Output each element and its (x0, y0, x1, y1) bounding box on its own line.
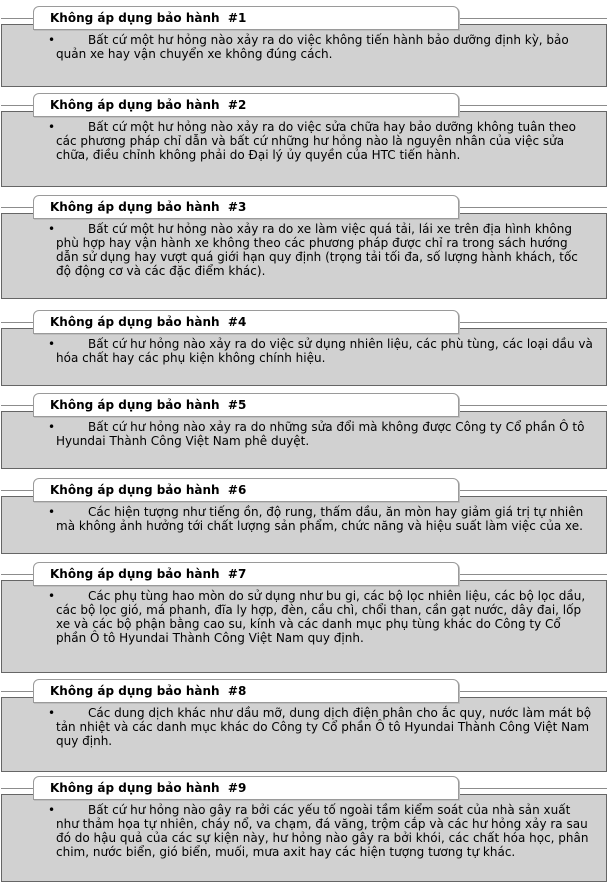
bullet: • (48, 120, 56, 134)
bullet: • (48, 33, 56, 47)
exclusion-box (1, 411, 607, 469)
exclusion-text: Bất cứ hư hỏng nào xảy ra do những sửa đổi mà không được Công ty Cổ phần Ô tô Hyundai Thành Công Việt Nam phê duyệt. (56, 420, 585, 448)
exclusion-title: Không áp dụng bảo hành #1 (33, 6, 459, 30)
exclusion-box (1, 328, 607, 386)
exclusion-title: Không áp dụng bảo hành #2 (33, 93, 459, 117)
exclusion-title: Không áp dụng bảo hành #7 (33, 562, 459, 586)
exclusion-text: Các phụ tùng hao mòn do sử dụng như bu gi, các bộ lọc nhiên liệu, các bộ lọc dầu, các bộ lọc gió, má phanh, đĩa ly hợp, đèn, cầu chì, chổi than, cần gạt nước, dây đai, lốp xe và các bộ phận bằng cao su, kính và các danh mục phụ tùng khác do Công ty Cổ phần Ô tô Hyundai Thành Công Việt Nam quy định. (56, 589, 586, 645)
exclusion-text: Bất cứ một hư hỏng nào xảy ra do việc không tiến hành bảo dưỡng định kỳ, bảo quản xe hay vận chuyển xe không đúng cách. (56, 33, 569, 61)
bullet: • (48, 505, 56, 519)
exclusion-title: Không áp dụng bảo hành #8 (33, 679, 459, 703)
bullet: • (48, 589, 56, 603)
exclusion-box (1, 111, 607, 187)
exclusion-title: Không áp dụng bảo hành #3 (33, 195, 459, 219)
exclusion-text: Bất cứ hư hỏng nào gây ra bởi các yếu tố ngoài tầm kiểm soát của nhà sản xuất như thảm họa tự nhiên, cháy nổ, va chạm, đá văng, trộm cắp và các hư hỏng xảy ra sau đó do hậu quả của các sự kiện này, hư hỏng nào gây ra bởi khói, các chất hóa học, phân chim, nước biển, gió biển, muối, mưa axit hay các hiện tượng tương tự khác. (56, 803, 589, 859)
exclusion-box (1, 580, 607, 673)
exclusion-title: Không áp dụng bảo hành #6 (33, 478, 459, 502)
exclusion-box (1, 213, 607, 299)
bullet: • (48, 337, 56, 351)
exclusion-title: Không áp dụng bảo hành #4 (33, 310, 459, 334)
bullet: • (48, 420, 56, 434)
exclusion-box (1, 496, 607, 554)
exclusion-text: Bất cứ hư hỏng nào xảy ra do việc sử dụng nhiên liệu, các phù tùng, các loại dầu và hóa chất hay các phụ kiện không chính hiệu. (56, 337, 593, 365)
exclusion-text: Các hiện tượng như tiếng ồn, độ rung, thấm dầu, ăn mòn hay giảm giá trị tự nhiên mà không ảnh hưởng tới chất lượng sản phẩm, chức năng và hiệu suất làm việc của xe. (56, 505, 584, 533)
exclusion-text: Các dung dịch khác như dầu mỡ, dung dịch điện phân cho ắc quy, nước làm mát bộ tản nhiệt và các danh mục khác do Công ty Cổ phần Ô tô Hyundai Thành Công Việt Nam quy định. (56, 706, 592, 748)
bullet: • (48, 803, 56, 817)
exclusion-box (1, 24, 607, 87)
exclusion-box (1, 794, 607, 882)
exclusion-box (1, 697, 607, 772)
exclusion-text: Bất cứ một hư hỏng nào xảy ra do việc sửa chữa hay bảo dưỡng không tuân theo các phương pháp chỉ dẫn và bất cứ những hư hỏng nào là nguyên nhân của việc sửa chữa, điều chỉnh không phải do Đại lý ủy quyền của HTC tiến hành. (56, 120, 576, 162)
exclusion-title: Không áp dụng bảo hành #9 (33, 776, 459, 800)
bullet: • (48, 222, 56, 236)
bullet: • (48, 706, 56, 720)
exclusion-title: Không áp dụng bảo hành #5 (33, 393, 459, 417)
exclusion-text: Bất cứ một hư hỏng nào xảy ra do xe làm việc quá tải, lái xe trên địa hình không phù hợp hay vận hành xe không theo các phương pháp được chỉ ra trong sách hướng dẫn sử dụng hay vượt quá giới hạn quy định (trọng tải tối đa, số lượng hành khách, tốc độ động cơ và các đặc điểm khác). (56, 222, 578, 278)
